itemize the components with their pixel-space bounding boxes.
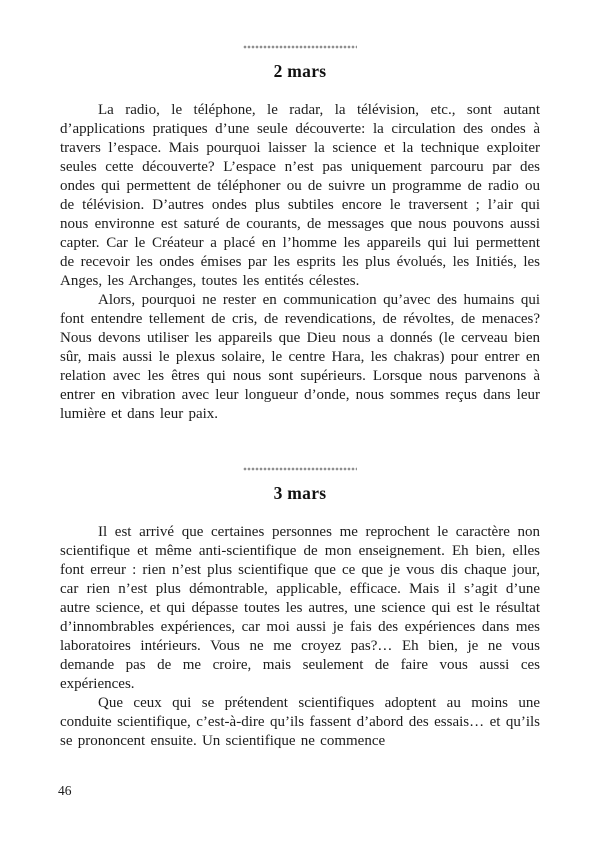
entry-2-mars (60, 44, 540, 424)
chain-divider-icon (243, 44, 357, 50)
page-number: 46 (58, 783, 72, 798)
entry-paragraph: La radio, le téléphone, le radar, la télévision, etc., sont autant d’applications pratiques d’une seule découverte: la circulation des ondes à travers l’espace. Mais pourquoi laisser la science et la technique exploiter seules cette découverte? L’espace n’est pas uniquement parcouru par des ondes qui permettent de téléphoner ou de suivre un programme de radio ou de télévision. D’autres ondes plus subtiles encore le traversent ; l’air qui nous environne est saturé de courants, de messages que nous pouvons aussi capter. Car le Créateur a placé en l’homme les appareils qui lui permettent de recevoir les ondes émises par les esprits les plus évolués, les Initiés, les Anges, les Archanges, toutes les entités célestes. (60, 102, 540, 289)
entry-paragraph: Que ceux qui se prétendent scientifiques adoptent au moins une conduite scientifique, c’est-à-dire qu’ils fassent d’abord des essais… et qu’ils se prononcent ensuite. Un scientifique ne commence (60, 695, 540, 749)
entry-date-heading: 3 mars (273, 483, 327, 503)
entry-paragraph: Alors, pourquoi ne rester en communication qu’avec des humains qui font entendre tellement de cris, de revendications, de révoltes, de menaces? Nous devons utiliser les appareils que Dieu nous a donnés (le cerveau bien sûr, mais aussi le plexus solaire, le centre Hara, les chakras) pour entrer en relation avec les êtres qui nous sont supérieurs. Lorsque nous parvenons à entrer en vibration avec leur longueur d’onde, nous sommes reçus dans leur lumière et dans leur paix. (60, 292, 540, 422)
chain-divider-icon (243, 466, 357, 472)
entry-paragraph: Il est arrivé que certaines personnes me reprochent le caractère non scientifique et même anti-scientifique de mon enseignement. Eh bien, elles font erreur : rien n’est plus scientifique que ce que je vous dis chaque jour, car rien n’est plus démontrable, applicable, efficace. Mais il s’agit d’une autre science, et qui dépasse toutes les autres, une science qui est le résultat d’innombrables expériences, car moi aussi je fais des expériences dans mes laboratoires intérieurs. Vous ne me croyez pas?… Eh bien, je ne vous demande pas de me croire, mais seulement de faire vous aussi ces expériences. (60, 524, 540, 692)
entry-3-mars (60, 466, 540, 751)
entry-date-heading: 2 mars (273, 61, 327, 81)
